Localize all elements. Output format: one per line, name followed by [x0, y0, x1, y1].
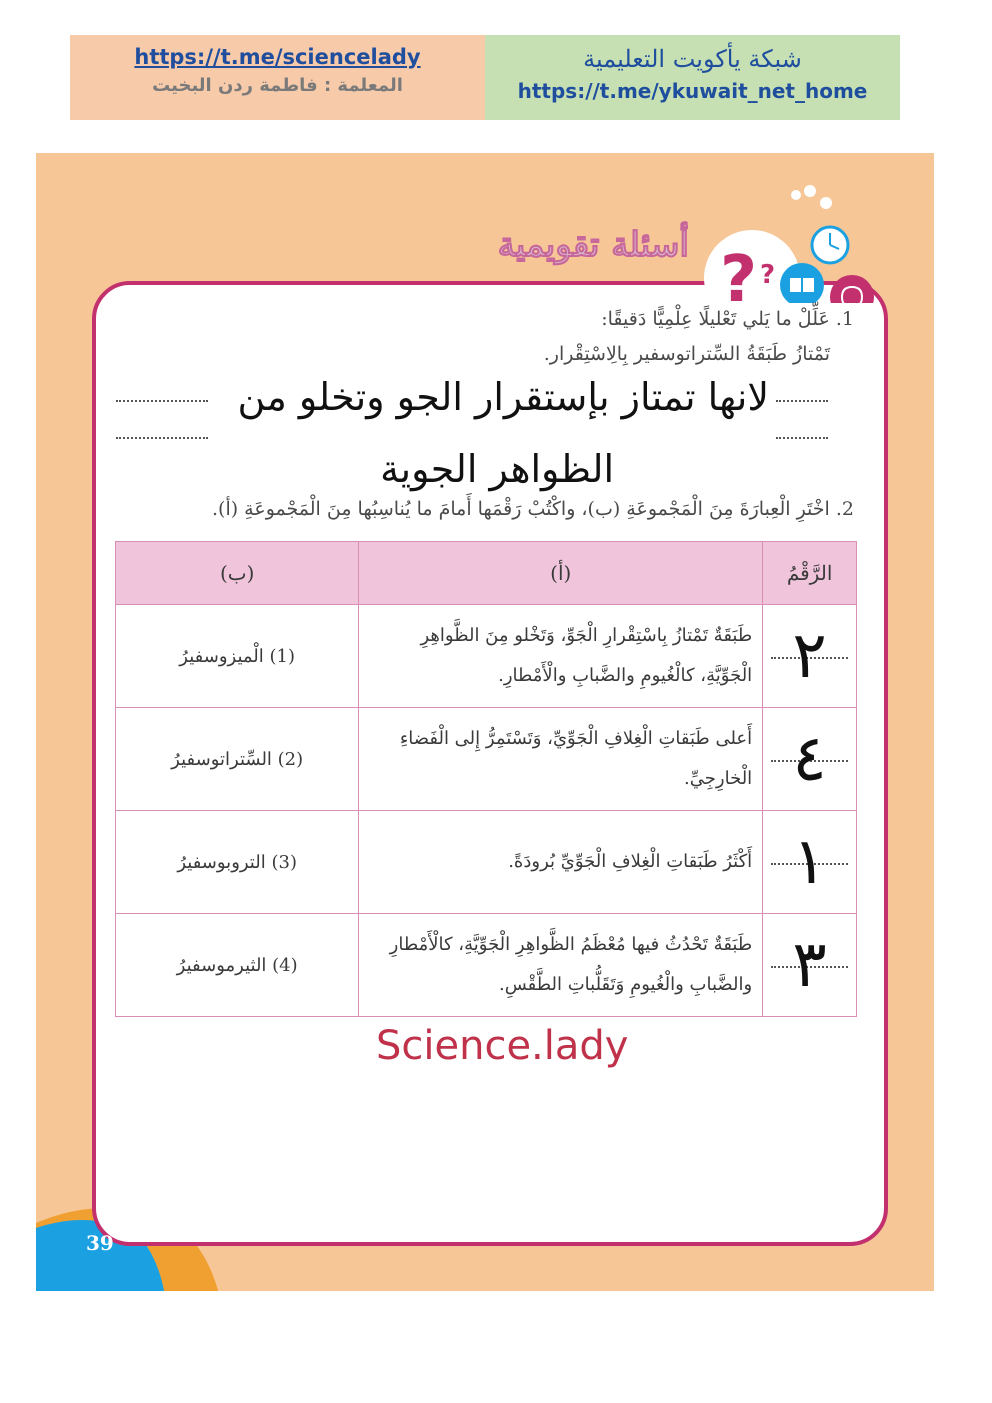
group-a-cell: طَبَقَةٌ تَحْدُثُ فيها مُعْظَمُ الظَّواهِرِ الْجَوِّيَّةِ، كالْأَمْطارِ والضَّبابِ والْغُيومِ وَتَقَلُّباتِ الطَّقْسِ.	[359, 914, 763, 1017]
ykuwait-link[interactable]: https://t.me/ykuwait_net_home	[517, 79, 868, 103]
sciencelady-link[interactable]: https://t.me/sciencelady	[134, 45, 421, 69]
table-row	[116, 914, 857, 1017]
group-b-cell: (1) الْميزوسفيرُ	[116, 605, 359, 708]
table-row	[116, 605, 857, 708]
book-page	[36, 153, 934, 1291]
header-group-b: (ب)	[116, 542, 359, 605]
handwritten-number: ١	[792, 825, 827, 899]
section-title: أسئلة تقويمية	[497, 225, 689, 265]
page-number: 39	[86, 1231, 114, 1255]
header-number: الرَّقْمُ	[763, 542, 857, 605]
answer-cell[interactable]	[763, 811, 857, 914]
question1-prompt: 1. عَلِّلْ ما يَلي تَعْليلًا عِلْمِيًّا دَقيقًا:	[601, 308, 854, 330]
answer-dotted-line	[776, 400, 828, 402]
table-header-row	[116, 542, 857, 605]
handwritten-number: ٤	[792, 722, 827, 796]
handwritten-number: ٣	[792, 928, 827, 1002]
answer-dotted-line	[116, 437, 208, 439]
teacher-name: المعلمة : فاطمة ردن البخيت	[152, 75, 403, 96]
header-banner	[70, 35, 900, 120]
handwritten-answer-line1: لانها تمتاز بإستقرار الجو وتخلو من	[237, 375, 769, 419]
group-b-cell: (3) التروبوسفيرُ	[116, 811, 359, 914]
answer-cell[interactable]	[763, 605, 857, 708]
handwritten-number: ٢	[792, 619, 827, 693]
group-b-cell: (4) الثيرموسفيرُ	[116, 914, 359, 1017]
group-a-cell: أَكْثَرُ طَبَقاتِ الْغِلافِ الْجَوِّيِّ بُرودَةً.	[359, 811, 763, 914]
group-a-cell: طَبَقَةٌ تَمْتازُ بِاسْتِقْرارِ الْجَوِّ، وَتَخْلو مِنَ الظَّواهِرِ الْجَوِّيَّةِ، كالْغُيومِ والضَّبابِ والْأَمْطارِ.	[359, 605, 763, 708]
quiz-icons-cluster	[702, 183, 902, 303]
science-lady-watermark: Science.lady	[376, 1023, 629, 1069]
answer-cell[interactable]	[763, 914, 857, 1017]
group-a-cell: أَعلى طَبَقاتِ الْغِلافِ الْجَوِّيِّ، وَتَسْتَمِرُّ إِلى الْفَضاءِ الْخارِجِيِّ.	[359, 708, 763, 811]
question-mark-icon: ?	[720, 243, 758, 303]
brain-icon	[830, 275, 874, 303]
table-row	[116, 708, 857, 811]
question2-prompt: 2. اخْتَرِ الْعِبارَةَ مِنَ الْمَجْموعَةِ (ب)، واكْتُبْ رَقْمَها أَمامَ ما يُناسِبُها مِنَ الْمَجْموعَةِ (أ).	[212, 498, 854, 520]
header-group-a: (أ)	[359, 542, 763, 605]
answer-dotted-line	[116, 400, 208, 402]
answer-dotted-line	[776, 437, 828, 439]
handwritten-answer-line2: الظواهر الجوية	[380, 447, 614, 491]
group-b-cell: (2) السِّتراتوسفيرُ	[116, 708, 359, 811]
table-row	[116, 811, 857, 914]
banner-right-panel	[485, 35, 900, 120]
answer-cell[interactable]	[763, 708, 857, 811]
network-name: شبكة يأكويت التعليمية	[583, 45, 802, 73]
question1-statement: تَمْتازُ طَبَقَةُ السِّتراتوسفير بِالِاسْتِقْرار.	[543, 343, 830, 365]
banner-left-panel	[70, 35, 485, 120]
svg-text:?: ?	[760, 260, 776, 290]
matching-table	[115, 541, 857, 1017]
